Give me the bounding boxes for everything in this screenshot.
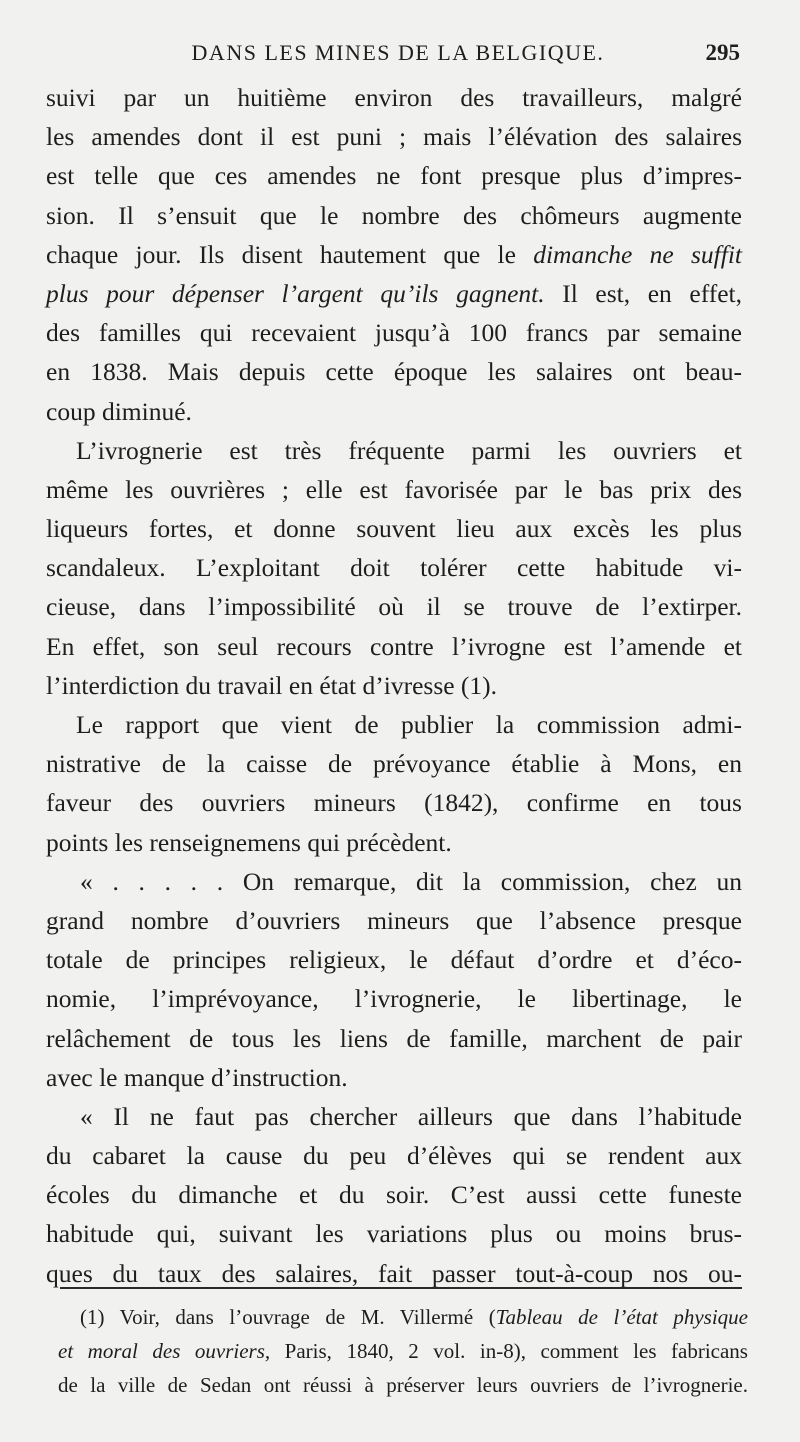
text-segment: chaque jour. Ils disent hautement que le	[46, 239, 516, 269]
text-line	[46, 274, 742, 313]
text-line: nistrative de la caisse de prévoyance établie à Mons, en	[46, 749, 742, 779]
footnote-line: de la ville de Sedan ont réussi à préserver leurs ouvriers de l’ivrognerie.	[58, 1373, 748, 1397]
text-segment: Il est, en effet,	[544, 278, 742, 308]
running-title: DANS LES MINES DE LA BELGIQUE.	[191, 40, 605, 65]
page-header	[48, 36, 748, 76]
text-line: scandaleux. L’exploitant doit tolérer cette habitude vi-	[46, 553, 742, 583]
text-line: Le rapport que vient de publier la commission admi-	[76, 710, 742, 739]
text-line: nomie, l’imprévoyance, l’ivrognerie, le libertinage, le	[46, 984, 742, 1014]
text-line: suivi par un huitième environ des travailleurs, malgré	[46, 83, 742, 112]
text-line: habitude qui, suivant les variations plus ou moins brus-	[46, 1219, 742, 1249]
text-line: les amendes dont il est puni ; mais l’élévation des salaires	[46, 122, 742, 152]
text-line: liqueurs fortes, et donne souvent lieu aux excès les plus	[46, 514, 742, 544]
text-segment: Paris, 1840, 2 vol. in-8), comment les fabricans	[270, 1339, 748, 1363]
text-line: du cabaret la cause du peu d’élèves qui se rendent aux	[46, 1141, 742, 1171]
footnote	[58, 1300, 748, 1402]
page-number: 295	[705, 40, 740, 65]
text-line: ques du taux des salaires, fait passer tout-à-coup nos ou-	[46, 1258, 742, 1288]
text-line: coup diminué.	[46, 396, 192, 426]
text-line	[46, 235, 742, 274]
footnote-rule	[60, 1287, 742, 1289]
italic-phrase: Tableau de l’état physique	[495, 1305, 748, 1329]
text-line: sion. Il s’ensuit que le nombre des chômeurs augmente	[46, 200, 742, 230]
text-line: cieuse, dans l’impossibilité où il se trouve de l’extirper.	[46, 592, 742, 622]
text-line: des familles qui recevaient jusqu’à 100 francs par semaine	[46, 318, 742, 348]
text-line: « . . . . . On remarque, dit la commission, chez un	[80, 866, 742, 896]
footnote-line	[58, 1300, 748, 1334]
text-line: « Il ne faut pas chercher ailleurs que dans l’habitude	[80, 1101, 742, 1131]
body-text	[46, 78, 742, 1293]
text-line: l’interdiction du travail en état d’ivresse (1).	[46, 670, 498, 700]
italic-phrase: dimanche ne suffit	[533, 239, 743, 269]
text-line: faveur des ouvriers mineurs (1842), confirme en tous	[46, 788, 742, 818]
text-line: relâchement de tous les liens de famille, marchent de pair	[46, 1023, 742, 1053]
text-line: grand nombre d’ouvriers mineurs que l’absence presque	[46, 905, 742, 935]
text-line: en 1838. Mais depuis cette époque les salaires ont beau-	[46, 357, 742, 387]
footnote-line	[58, 1334, 748, 1368]
text-line: avec le manque d’instruction.	[46, 1062, 348, 1092]
text-line: En effet, son seul recours contre l’ivrogne est l’amende et	[46, 631, 742, 661]
text-line: L’ivrognerie est très fréquente parmi les ouvriers et	[76, 435, 742, 465]
italic-phrase: plus pour dépenser l’argent qu’ils gagnent.	[46, 278, 545, 308]
text-line: même les ouvrières ; elle est favorisée par le bas prix des	[46, 474, 742, 504]
text-line: est telle que ces amendes ne font presque plus d’impres-	[46, 161, 742, 191]
text-line: totale de principes religieux, le défaut d’ordre et d’éco-	[46, 945, 742, 975]
text-line: écoles du dimanche et du soir. C’est aussi cette funeste	[46, 1180, 742, 1210]
italic-phrase: et moral des ouvriers,	[58, 1339, 271, 1363]
text-line: points les renseignemens qui précèdent.	[46, 827, 452, 857]
text-segment: (1) Voir, dans l’ouvrage de M. Villermé (	[80, 1305, 496, 1329]
